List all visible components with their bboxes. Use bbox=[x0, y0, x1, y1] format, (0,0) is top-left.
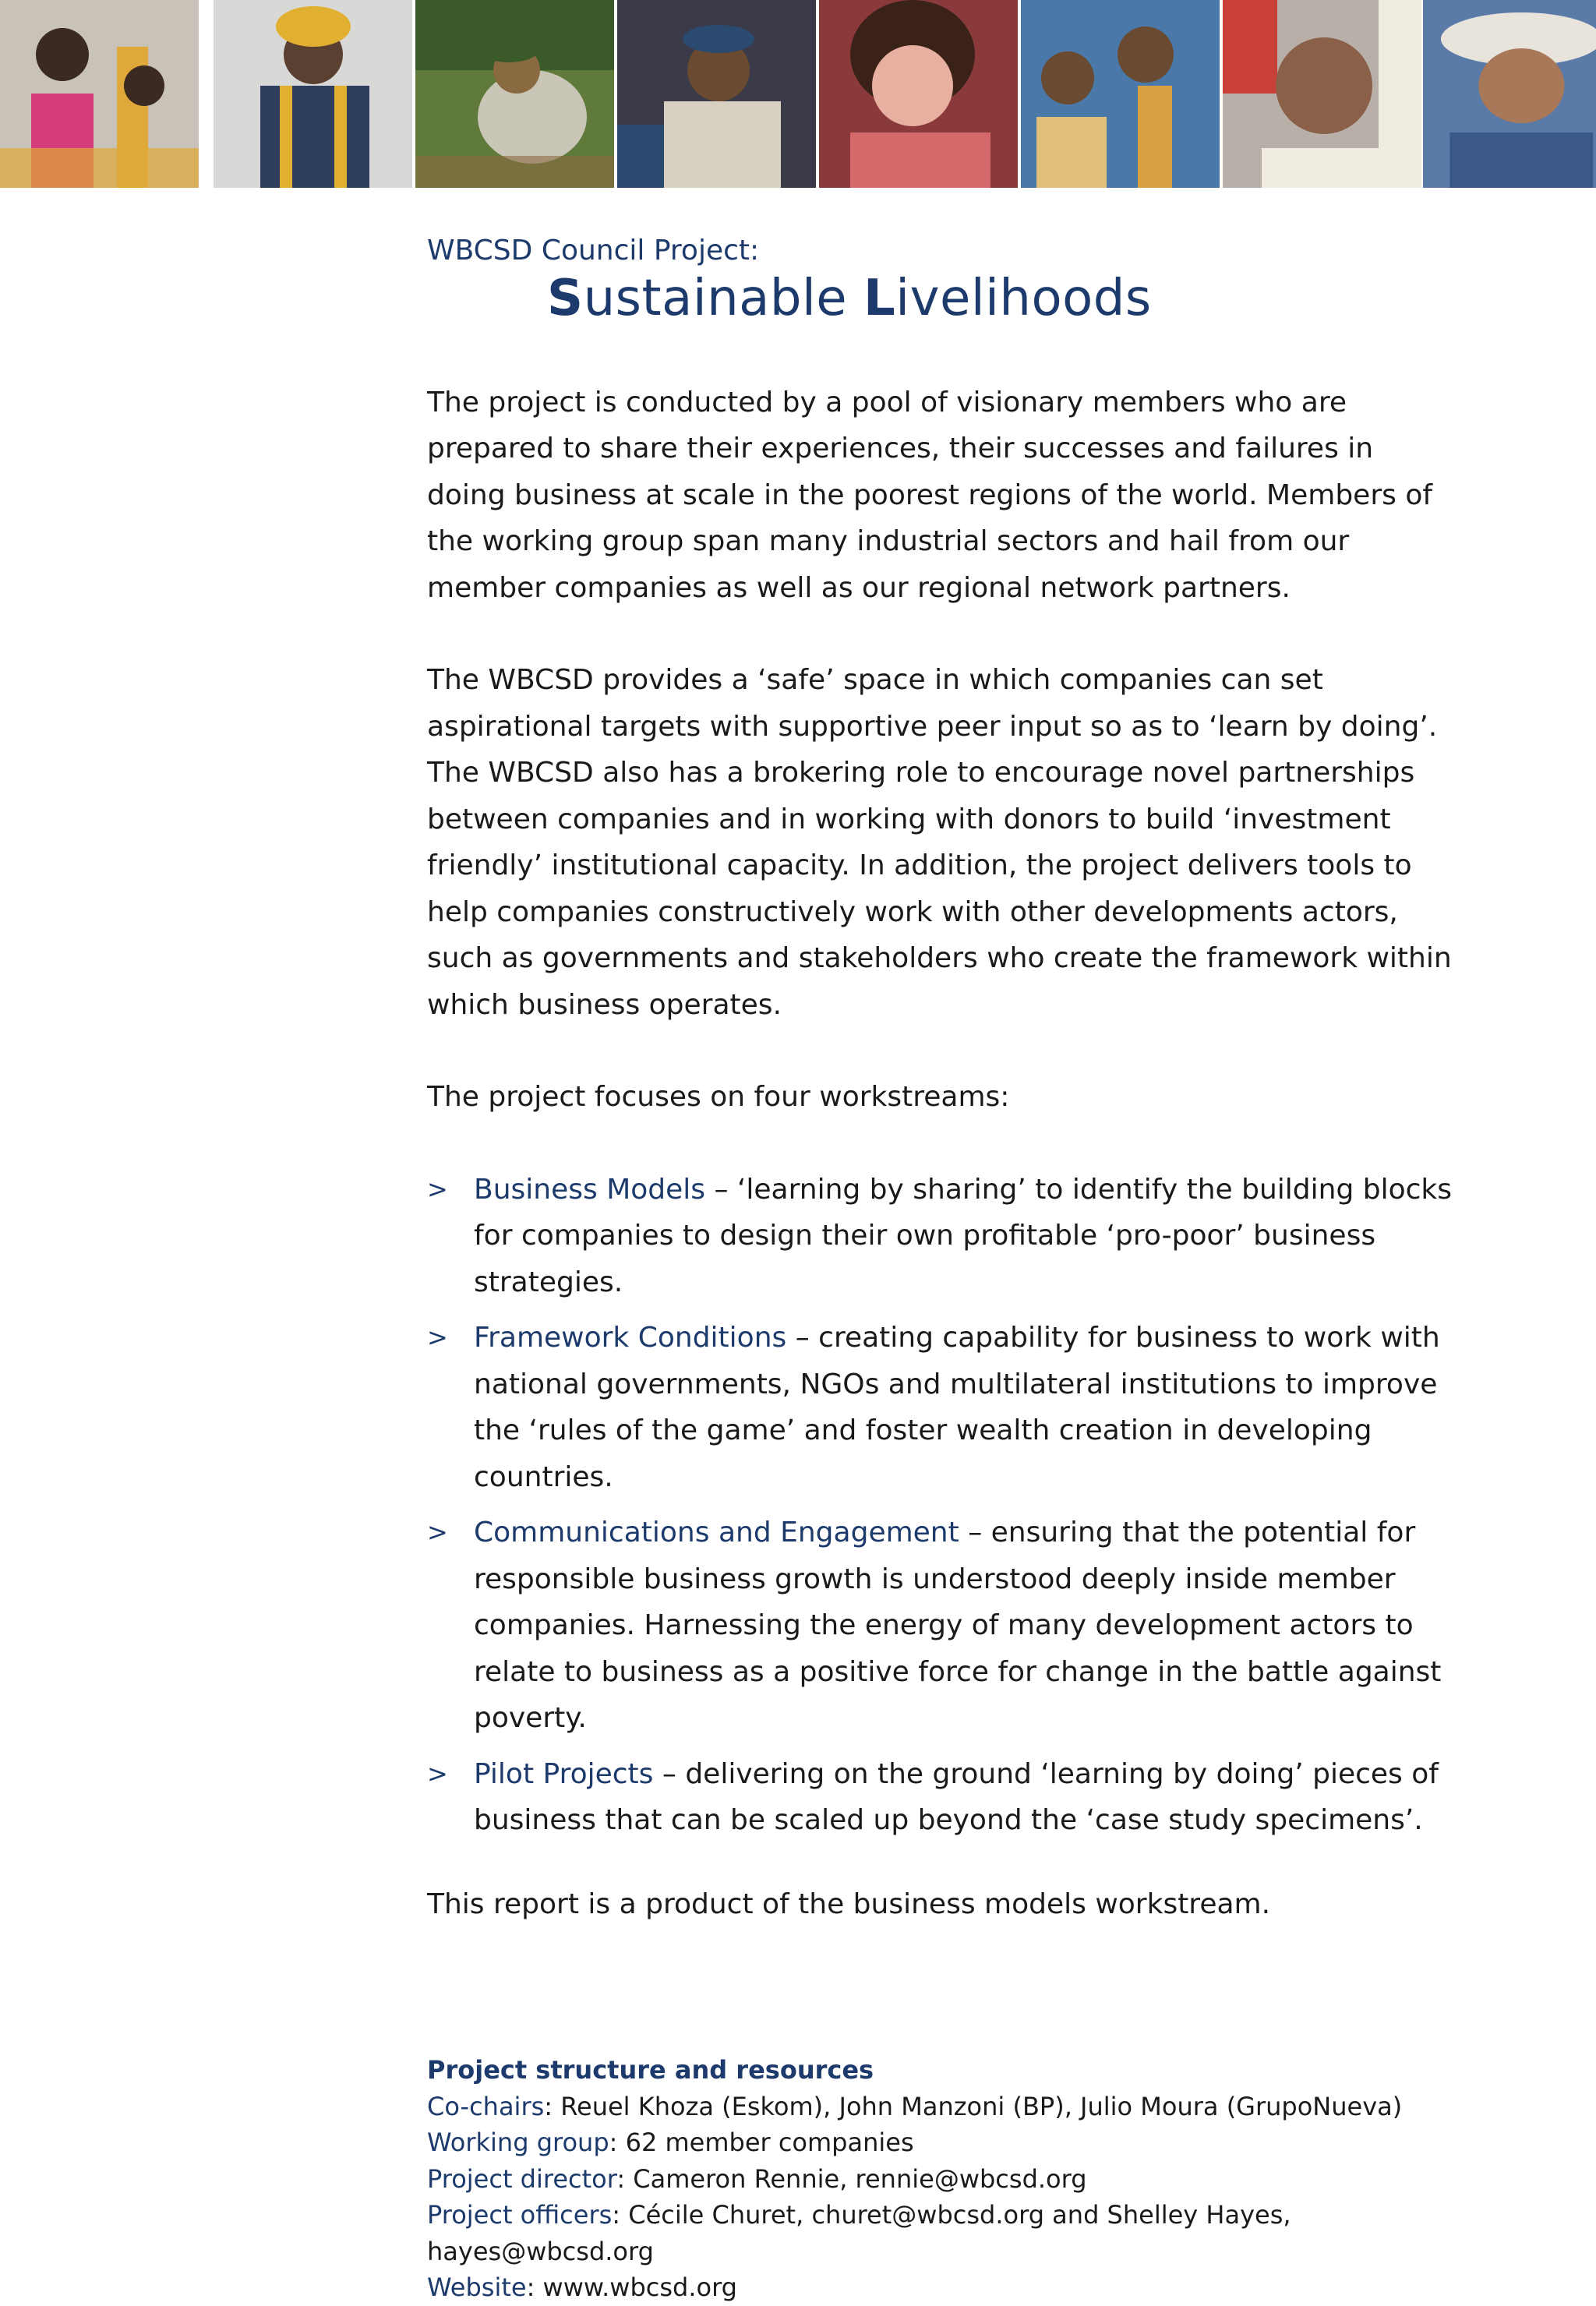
photo-shape bbox=[1223, 0, 1277, 94]
resources-block bbox=[427, 2052, 1456, 2306]
photo-shape bbox=[664, 101, 781, 188]
photo-shape bbox=[1036, 117, 1107, 188]
resource-label: Project director bbox=[427, 2163, 617, 2194]
title-part-1: ustainable bbox=[583, 270, 863, 328]
list-item bbox=[427, 1751, 1456, 1844]
workstream-name: Communications and Engagement bbox=[474, 1517, 959, 1549]
workstream-description: – delivering on the ground ‘learning by doing’ pieces of business that can be scaled up beyond the ‘case study specimens’. bbox=[474, 1757, 1439, 1837]
photo-woman-hat bbox=[1423, 0, 1596, 188]
resource-value: : Reuel Khoza (Eskom), John Manzoni (BP), Julio Moura (GrupoNueva) bbox=[544, 2091, 1403, 2121]
photo-shape bbox=[478, 34, 540, 62]
resource-value: : Cameron Rennie, rennie@wbcsd.org bbox=[616, 2163, 1087, 2194]
resource-label: Website bbox=[427, 2272, 527, 2303]
intro-paragraph: The project is conducted by a pool of visionary members who are prepared to share their experiences, their successes and failures in doing business at scale in the poorest regions of the world. Members of the working group span many industrial sectors and hail from our member companies as well as our regional network partners. bbox=[427, 386, 1433, 604]
bullet-chevron-icon: > bbox=[427, 1758, 448, 1789]
resource-row bbox=[427, 2089, 1456, 2125]
resource-value: : 62 member companies bbox=[609, 2128, 914, 2158]
workstream-name: Pilot Projects bbox=[474, 1757, 654, 1790]
title-initial-l: L bbox=[863, 270, 896, 328]
resource-value: : Cécile Churet, churet@wbcsd.org and Shelley Hayes, hayes@wbcsd.org bbox=[427, 2200, 1291, 2266]
photo-face bbox=[872, 45, 953, 126]
resource-value: : www.wbcsd.org bbox=[526, 2272, 737, 2303]
workstream-description: – ‘learning by sharing’ to identify the building blocks for companies to design their own profitable ‘pro-poor’ business strategies. bbox=[474, 1173, 1453, 1298]
photo-face bbox=[1276, 37, 1372, 134]
bullet-chevron-icon: > bbox=[427, 1323, 448, 1353]
photo-face bbox=[1041, 51, 1094, 104]
resource-row bbox=[427, 2269, 1456, 2306]
photo-shape bbox=[415, 156, 614, 188]
photo-shape bbox=[1262, 148, 1394, 188]
photo-people-waving bbox=[0, 0, 199, 188]
photo-shape bbox=[334, 86, 347, 188]
photo-girl-eating bbox=[819, 0, 1018, 188]
photo-shape bbox=[280, 86, 292, 188]
bullet-chevron-icon: > bbox=[427, 1517, 448, 1548]
photo-children-corn bbox=[1021, 0, 1220, 188]
photo-smiling-man bbox=[1223, 0, 1421, 188]
photo-man-cap bbox=[617, 0, 816, 188]
resource-label: Project officers bbox=[427, 2200, 613, 2230]
photo-worker-hardhat bbox=[214, 0, 412, 188]
photo-shape bbox=[260, 86, 369, 188]
photo-face bbox=[1478, 48, 1564, 123]
page-title bbox=[547, 270, 1456, 328]
project-eyebrow: WBCSD Council Project: bbox=[427, 235, 760, 267]
workstream-list bbox=[427, 1167, 1456, 1844]
resource-label: Working group bbox=[427, 2128, 609, 2158]
resources-heading: Project structure and resources bbox=[427, 2055, 874, 2085]
photo-shape bbox=[276, 6, 351, 47]
photo-shape bbox=[683, 25, 754, 53]
photo-shape bbox=[617, 125, 664, 188]
title-initial-s: S bbox=[547, 270, 584, 328]
list-item bbox=[427, 1167, 1456, 1306]
workstream-description: – creating capability for business to work with national governments, NGOs and multilateral institutions to improve the ‘rules of the game’ and foster wealth creation in developing countries. bbox=[474, 1322, 1440, 1493]
photo-face bbox=[36, 28, 89, 81]
resource-label: Co-chairs bbox=[427, 2091, 545, 2121]
photo-shape bbox=[1449, 132, 1593, 188]
closing-paragraph: This report is a product of the business models workstream. bbox=[427, 1888, 1271, 1920]
workstream-name: Business Models bbox=[474, 1173, 706, 1206]
resource-row bbox=[427, 2197, 1456, 2269]
photo-face bbox=[124, 65, 164, 106]
photo-shape bbox=[0, 148, 199, 188]
photo-face bbox=[1118, 26, 1174, 83]
role-paragraph: The WBCSD provides a ‘safe’ space in which companies can set aspirational targets with supportive peer input so as to ‘learn by doing’. The WBCSD also has a brokering role to encourage novel partnerships between companies and in working with donors to build ‘investment friendly’ institutional capacity. In addition, the project delivers tools to help companies constructively work with other developments actors, such as governments and stakeholders who create the framework within which business operates. bbox=[427, 664, 1452, 1021]
bullet-chevron-icon: > bbox=[427, 1174, 448, 1204]
resource-row bbox=[427, 2124, 1456, 2161]
list-item bbox=[427, 1510, 1456, 1742]
workstreams-intro: The project focuses on four workstreams: bbox=[427, 1081, 1010, 1114]
workstream-description: – ensuring that the potential for responsible business growth is understood deeply inside member companies. Harnessing the energy of many development actors to relate to business as a positive force for change in the battle against poverty. bbox=[474, 1517, 1442, 1735]
photo-shape bbox=[1138, 86, 1172, 188]
title-part-2: ivelihoods bbox=[895, 270, 1152, 328]
page-content bbox=[427, 234, 1456, 2306]
list-item bbox=[427, 1315, 1456, 1500]
resource-row bbox=[427, 2161, 1456, 2198]
photo-shape bbox=[850, 132, 990, 188]
workstream-name: Framework Conditions bbox=[474, 1322, 787, 1354]
photo-farmer-field bbox=[415, 0, 614, 188]
photo-strip bbox=[0, 0, 1596, 188]
